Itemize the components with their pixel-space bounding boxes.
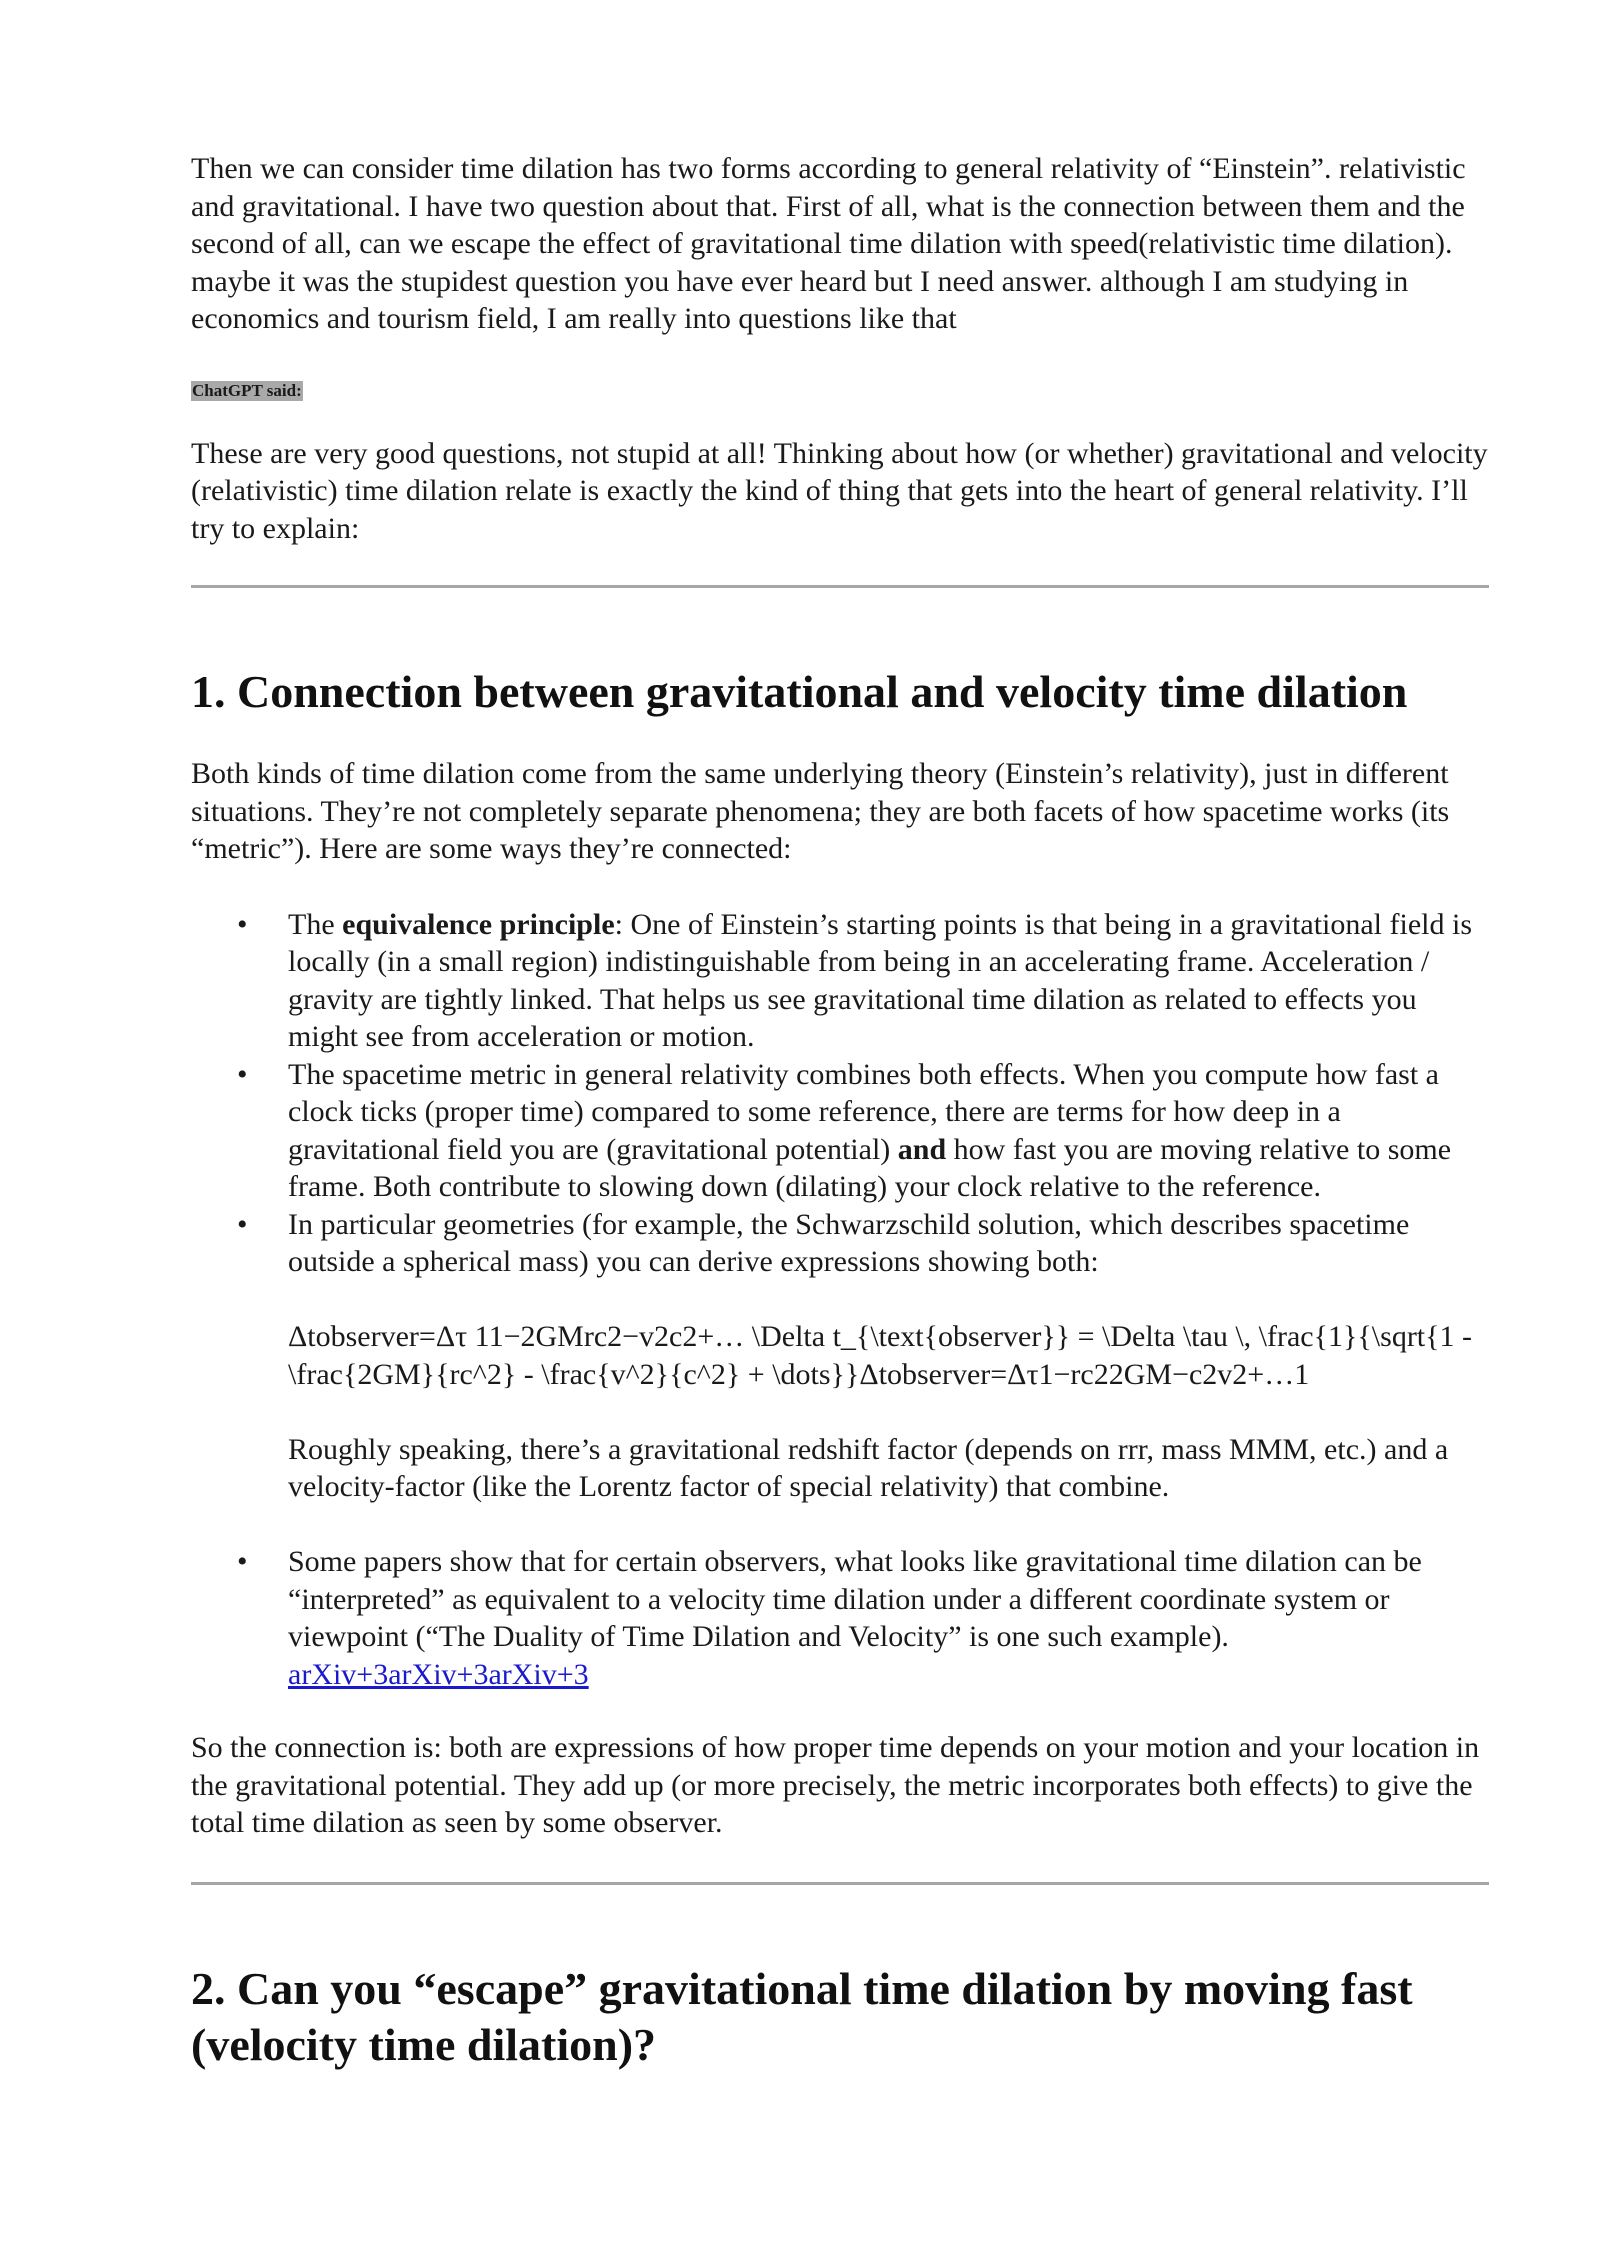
connection-bullet-list — [191, 906, 1489, 1694]
bullet-text: In particular geometries (for example, the Schwarzschild solution, which describes spacetime outside a spherical mass) you can derive expressions showing both: — [288, 1207, 1410, 1278]
speaker-label: ChatGPT said: — [192, 380, 302, 400]
bullet-marker: • — [237, 1545, 248, 1578]
user-question: Then we can consider time dilation has two forms according to general relativity of “Einstein”. relativistic and gravitational. I have two question about that. First of all, what is the connection between them and the second of all, can we escape the effect of gravitational time dilation with speed(relativistic time dilation). maybe it was the stupidest question you have ever heard but I need answer. although I am studying in economics and tourism field, I am really into questions like that — [191, 152, 1466, 335]
bold-term: and — [897, 1132, 947, 1166]
bullet-marker: • — [237, 1207, 248, 1241]
list-item — [237, 1056, 1489, 1206]
bullet-text: : One of Einstein’s starting points is that being in a gravitational field is locally (in a small region) indistinguishable from being in an accelerating frame. Acceleration / gravity are tightly linked. That helps us see gravitational time dilation as related to effects you might see from acceleration or motion. — [288, 907, 1472, 1053]
bullet-text: how fast you are moving relative to some frame. Both contribute to slowing down (dilating) your clock relative to the reference. — [288, 1132, 1452, 1203]
answer-intro: These are very good questions, not stupid at all! Thinking about how (or whether) gravitational and velocity (relativistic) time dilation relate is exactly the kind of thing that gets into the heart of general relativity. I’ll try to explain: — [191, 436, 1488, 545]
section-1-summary: So the connection is: both are expressions of how proper time depends on your motion and your location in the gravitational potential. They add up (or more precisely, the metric incorporates both effects) to give the total time dilation as seen by some observer. — [191, 1731, 1480, 1839]
list-item — [237, 1206, 1489, 1506]
bold-term: equivalence principle — [342, 907, 615, 941]
list-item — [237, 1543, 1489, 1693]
bullet-text: The — [288, 907, 343, 941]
bullet-text: The spacetime metric in general relativity combines both effects. When you compute how fast a clock ticks (proper time) compared to some reference, there are terms for how deep in a gravitational field you are (gravitational potential) — [288, 1057, 1440, 1166]
section-divider — [191, 1882, 1489, 1885]
section-1-intro: Both kinds of time dilation come from the same underlying theory (Einstein’s relativity), just in different situations. They’re not completely separate phenomena; they are both facets of how spacetime works (its “metric”). Here are some ways they’re connected: — [191, 757, 1450, 865]
section-1-heading: 1. Connection between gravitational and velocity time dilation — [191, 666, 1408, 717]
section-divider — [191, 585, 1489, 588]
bullet-marker: • — [237, 907, 248, 941]
time-dilation-formula: Δtobserver=Δτ 11−2GMrc2−v2c2+… \Delta t_{\text{observer}} = \Delta \tau \, \frac{1}{\sqrt{1 - \frac{2GM}{rc^2} - \frac{v^2}{c^2} + \dots}}Δtobserver=Δτ1−rc22GM−c2v2+…1 — [288, 1320, 1473, 1391]
bullet-marker: • — [237, 1057, 248, 1091]
section-2-heading: 2. Can you “escape” gravitational time dilation by moving fast (velocity time dilation)? — [191, 1962, 1413, 2070]
arxiv-citation-link[interactable]: arXiv+3arXiv+3arXiv+3 — [288, 1657, 589, 1691]
document-page — [191, 150, 1489, 2073]
formula-explanation: Roughly speaking, there’s a gravitational redshift factor (depends on rrr, mass MMM, etc.) and a velocity-factor (like the Lorentz factor of special relativity) that combine. — [288, 1432, 1449, 1503]
bullet-text: Some papers show that for certain observers, what looks like gravitational time dilation can be “interpreted” as equivalent to a velocity time dilation under a different coordinate system or viewpoint (“The Duality of Time Dilation and Velocity” is one such example). — [288, 1545, 1422, 1653]
list-item — [237, 906, 1489, 1056]
